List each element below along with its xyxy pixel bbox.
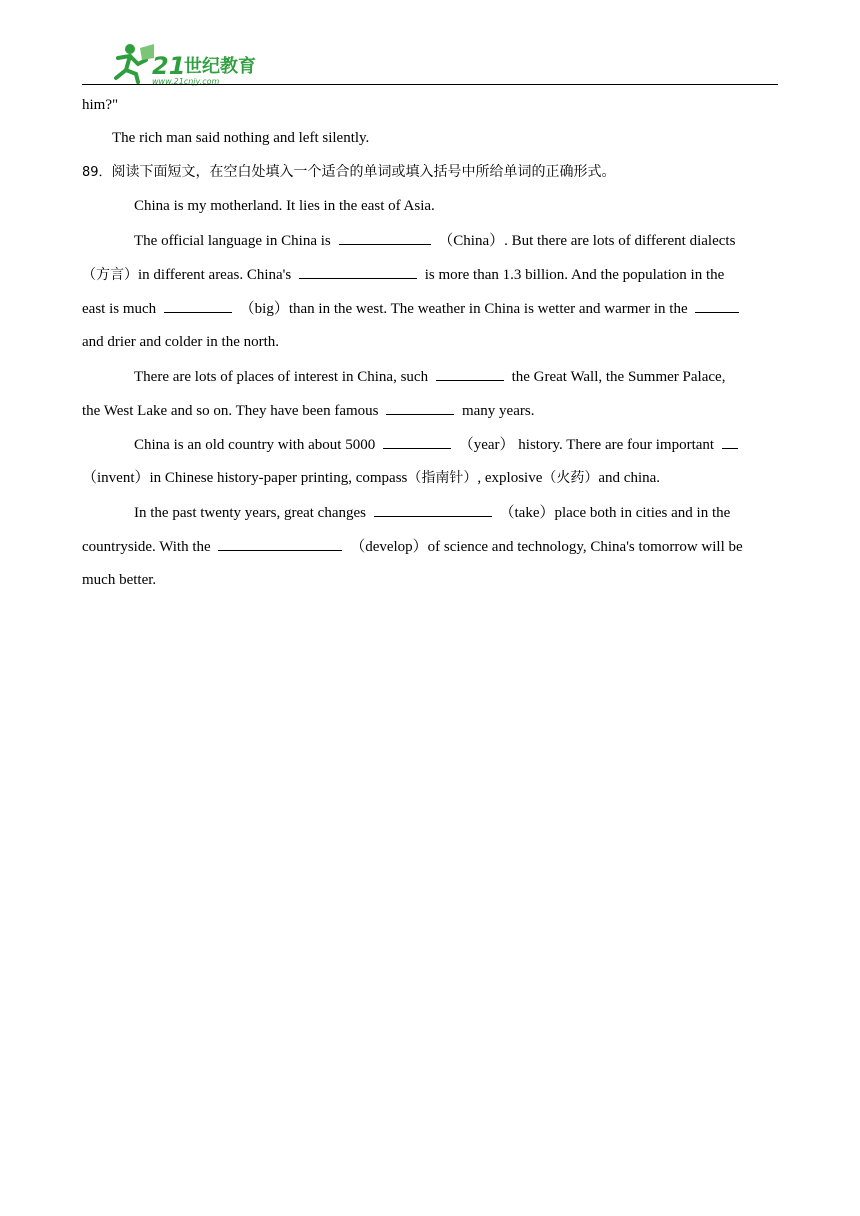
text-segment: （invent） bbox=[82, 470, 150, 486]
answer-blank[interactable] bbox=[695, 298, 739, 313]
text-segment: and china. bbox=[598, 470, 661, 486]
text-segment: （big） bbox=[239, 301, 289, 317]
text-segment: （China）. But there are lots of different dialects bbox=[438, 233, 736, 249]
svg-text:世纪教育: 世纪教育 bbox=[184, 56, 256, 77]
text-segment: countryside. With the bbox=[82, 539, 211, 555]
answer-blank[interactable] bbox=[374, 502, 492, 517]
text-segment: , explosive bbox=[477, 470, 543, 486]
answer-blank[interactable] bbox=[436, 366, 504, 381]
answer-blank[interactable] bbox=[383, 434, 451, 449]
answer-blank[interactable] bbox=[339, 230, 431, 245]
answer-blank[interactable] bbox=[386, 400, 454, 415]
text-line bbox=[82, 95, 778, 115]
question-instruction: 阅读下面短文，在空白处填入一个适合的单词或填入括号中所给单词的正确形式。 bbox=[111, 164, 616, 180]
text-line bbox=[82, 366, 830, 386]
answer-blank[interactable] bbox=[164, 298, 232, 313]
text-segment: is more than 1.3 billion. And the population in the bbox=[424, 267, 725, 283]
svg-text:21: 21 bbox=[152, 52, 186, 80]
text-segment: the Great Wall, the Summer Palace, bbox=[511, 369, 726, 385]
text-segment: （develop） bbox=[350, 539, 428, 555]
text-line bbox=[82, 434, 830, 454]
text-line bbox=[82, 502, 830, 522]
text-segment: many years. bbox=[461, 403, 535, 419]
text-segment: history. There are four important bbox=[518, 437, 715, 453]
text-segment: The official language in China is bbox=[134, 233, 331, 249]
text-line bbox=[82, 298, 778, 318]
text-segment: the West Lake and so on. They have been famous bbox=[82, 403, 379, 419]
text-segment: in Chinese history-paper printing, compass bbox=[149, 470, 408, 486]
text-segment: （方言） bbox=[82, 267, 138, 283]
text-segment: him?" bbox=[82, 97, 119, 113]
text-segment: China is an old country with about 5000 bbox=[134, 437, 376, 453]
text-segment: （火药） bbox=[542, 470, 599, 486]
answer-blank[interactable] bbox=[218, 536, 342, 551]
text-line bbox=[82, 128, 808, 148]
text-line bbox=[82, 570, 778, 590]
text-segment: China is my motherland. It lies in the east of Asia. bbox=[134, 198, 435, 214]
text-line bbox=[82, 536, 778, 556]
text-line bbox=[82, 196, 830, 216]
text-line bbox=[82, 400, 778, 420]
text-segment: and drier and colder in the north. bbox=[82, 334, 280, 350]
text-segment: There are lots of places of interest in China, such bbox=[134, 369, 429, 385]
text-line bbox=[82, 332, 778, 352]
question-number: 89． bbox=[82, 165, 112, 180]
svg-text:www.21cnjy.com: www.21cnjy.com bbox=[152, 77, 220, 86]
text-segment: much better. bbox=[82, 572, 157, 588]
text-segment: than in the west. The weather in China is wetter and warmer in the bbox=[288, 301, 688, 317]
text-segment: east is much bbox=[82, 301, 157, 317]
text-segment: place both in cities and in the bbox=[554, 505, 731, 521]
text-segment: （year） bbox=[458, 437, 515, 453]
answer-blank[interactable] bbox=[722, 434, 738, 449]
text-line bbox=[82, 468, 778, 488]
header-rule bbox=[82, 84, 778, 85]
logo bbox=[100, 40, 270, 86]
text-line bbox=[82, 264, 778, 284]
text-segment: The rich man said nothing and left silently. bbox=[112, 130, 370, 146]
runner-logo-icon bbox=[100, 40, 270, 86]
answer-blank[interactable] bbox=[299, 264, 417, 279]
question-header bbox=[82, 162, 778, 182]
text-segment: in different areas. China's bbox=[138, 267, 292, 283]
text-segment: In the past twenty years, great changes bbox=[134, 505, 366, 521]
text-line bbox=[82, 230, 830, 250]
page-header bbox=[0, 0, 860, 90]
text-segment: （指南针） bbox=[407, 470, 478, 486]
text-segment: （take） bbox=[499, 505, 555, 521]
text-segment: of science and technology, China's tomorrow will be bbox=[427, 539, 743, 555]
